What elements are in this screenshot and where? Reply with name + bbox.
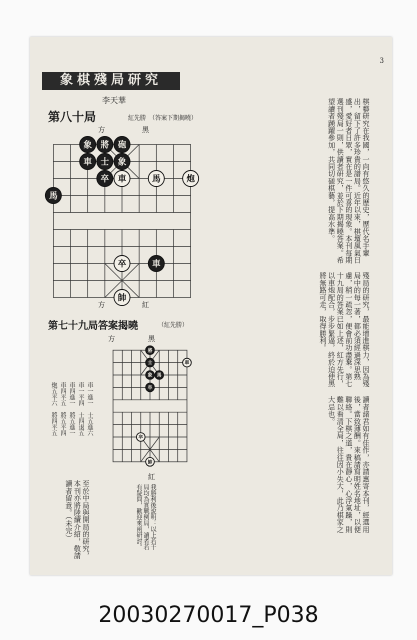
piece-80-8 [183,171,199,187]
svg-text:卒: 卒 [100,173,110,184]
chess-board-80 [44,136,200,306]
piece-79-2 [183,358,192,367]
piece-80-5 [80,154,96,170]
chess-board-79 [108,344,192,468]
author-name: 李天華 [102,96,126,105]
solution-move: 車一平四 士四退五 [77,382,84,436]
text-block: 棋藝研究在我國，一向有悠久的歷史，歷代名手輩出，留下了許多珍貴的譜局。近年以來，棋壇風氣日盛，愛好者日眾，實在是一件可喜的現象。本刊每期選刊殘局一則，供讀者研究，並於下期揭曉答案。希望讀者踴躍參加，共同切磋棋藝，提高水準。 [327,98,370,264]
svg-text:卒: 卒 [117,258,127,269]
solution-move: 炮五平六 將四平五 [50,382,57,436]
svg-text:象: 象 [83,139,92,150]
board-79-top-label: 黑 [148,335,155,343]
piece-80-13 [114,290,130,306]
svg-text:將: 將 [100,139,110,150]
piece-79-4 [155,371,164,380]
svg-text:士: 士 [147,361,153,367]
svg-text:炮: 炮 [186,173,195,184]
piece-80-10 [45,188,61,204]
problem-80-note: 紅先勝 （答案下期揭曉） [128,115,198,122]
piece-80-0 [97,137,113,153]
svg-text:帥: 帥 [117,292,127,303]
piece-79-1 [146,358,155,367]
svg-text:帥: 帥 [147,460,153,466]
board-80-bottom-left-label: 方 [98,301,105,309]
svg-text:士: 士 [100,156,110,167]
svg-text:象: 象 [147,373,153,379]
piece-79-5 [146,383,155,392]
page-number: 3 [379,57,384,65]
board-79-bottom-label: 紅 [148,473,155,481]
svg-text:砲: 砲 [117,139,127,150]
section-banner: 象棋殘局研究 [42,72,180,90]
piece-80-11 [114,256,130,272]
piece-80-4 [114,154,130,170]
svg-text:車: 車 [184,361,190,367]
solution-move: 車一進一 士五進六 [86,382,93,436]
piece-80-3 [97,154,113,170]
problem-80-title: 第八十局 [48,110,97,124]
text-block: 至於中局與開局的研究，本刊亦將陸續介紹，敬請讀者留意。（未完） [64,480,90,560]
solution-move: 車四進一 將五進一 [68,382,75,436]
problem-79-title: 第七十九局答案揭曉 [48,321,138,332]
image-caption: 20030270017_P038 [98,603,319,628]
piece-80-6 [114,171,130,187]
svg-text:馬: 馬 [156,373,162,379]
piece-79-7 [146,457,155,466]
piece-80-1 [114,137,130,153]
board-79-side-label: 方 [108,335,115,343]
svg-text:卒: 卒 [138,435,144,441]
board-80-top-label: 黑 [142,126,149,134]
board-80-bottom-label: 紅 [142,301,149,309]
text-block: 殘局的研究，最能增進棋力，因為殘局中的每一著，都必須經過深思熟慮，稍一疏忽，便會前功盡棄。第七十九局的答案已如上述，紅方先行，以車炮配合，步步緊逼，終於迫使黑將無路可走，取得勝利。 [319,272,370,388]
svg-text:車: 車 [83,156,92,167]
piece-79-6 [136,433,145,442]
text-block: 讀者諸君如有佳作，亦請惠寄本刊，經選用後，當致薄酬。來稿請寫明姓名地址，以便聯絡。下棋之道，貴在靜心，心浮氣躁，則難以看清全局，往往因小失大，此乃棋家之大忌也。 [327,396,370,533]
svg-text:將: 將 [147,348,153,354]
piece-79-0 [146,346,155,355]
piece-80-2 [80,137,96,153]
svg-text:象: 象 [117,156,127,167]
solution-move: 車四平五 將五平四 [59,382,66,436]
svg-text:車: 車 [117,173,127,184]
svg-text:馬: 馬 [49,190,58,201]
problem-79-note: （紅先勝） [158,322,189,329]
board-80-side-label: 方 [98,126,105,134]
piece-80-7 [148,171,164,187]
svg-text:馬: 馬 [152,173,161,184]
piece-80-12 [148,256,164,272]
piece-80-9 [97,171,113,187]
piece-79-3 [146,371,155,380]
svg-text:卒: 卒 [147,385,153,391]
notice-text: 我勝利後說明：以上若干局均為實戰例局，讀者若有疑問，歡迎來函研討。 [135,484,156,550]
svg-text:車: 車 [152,258,161,269]
